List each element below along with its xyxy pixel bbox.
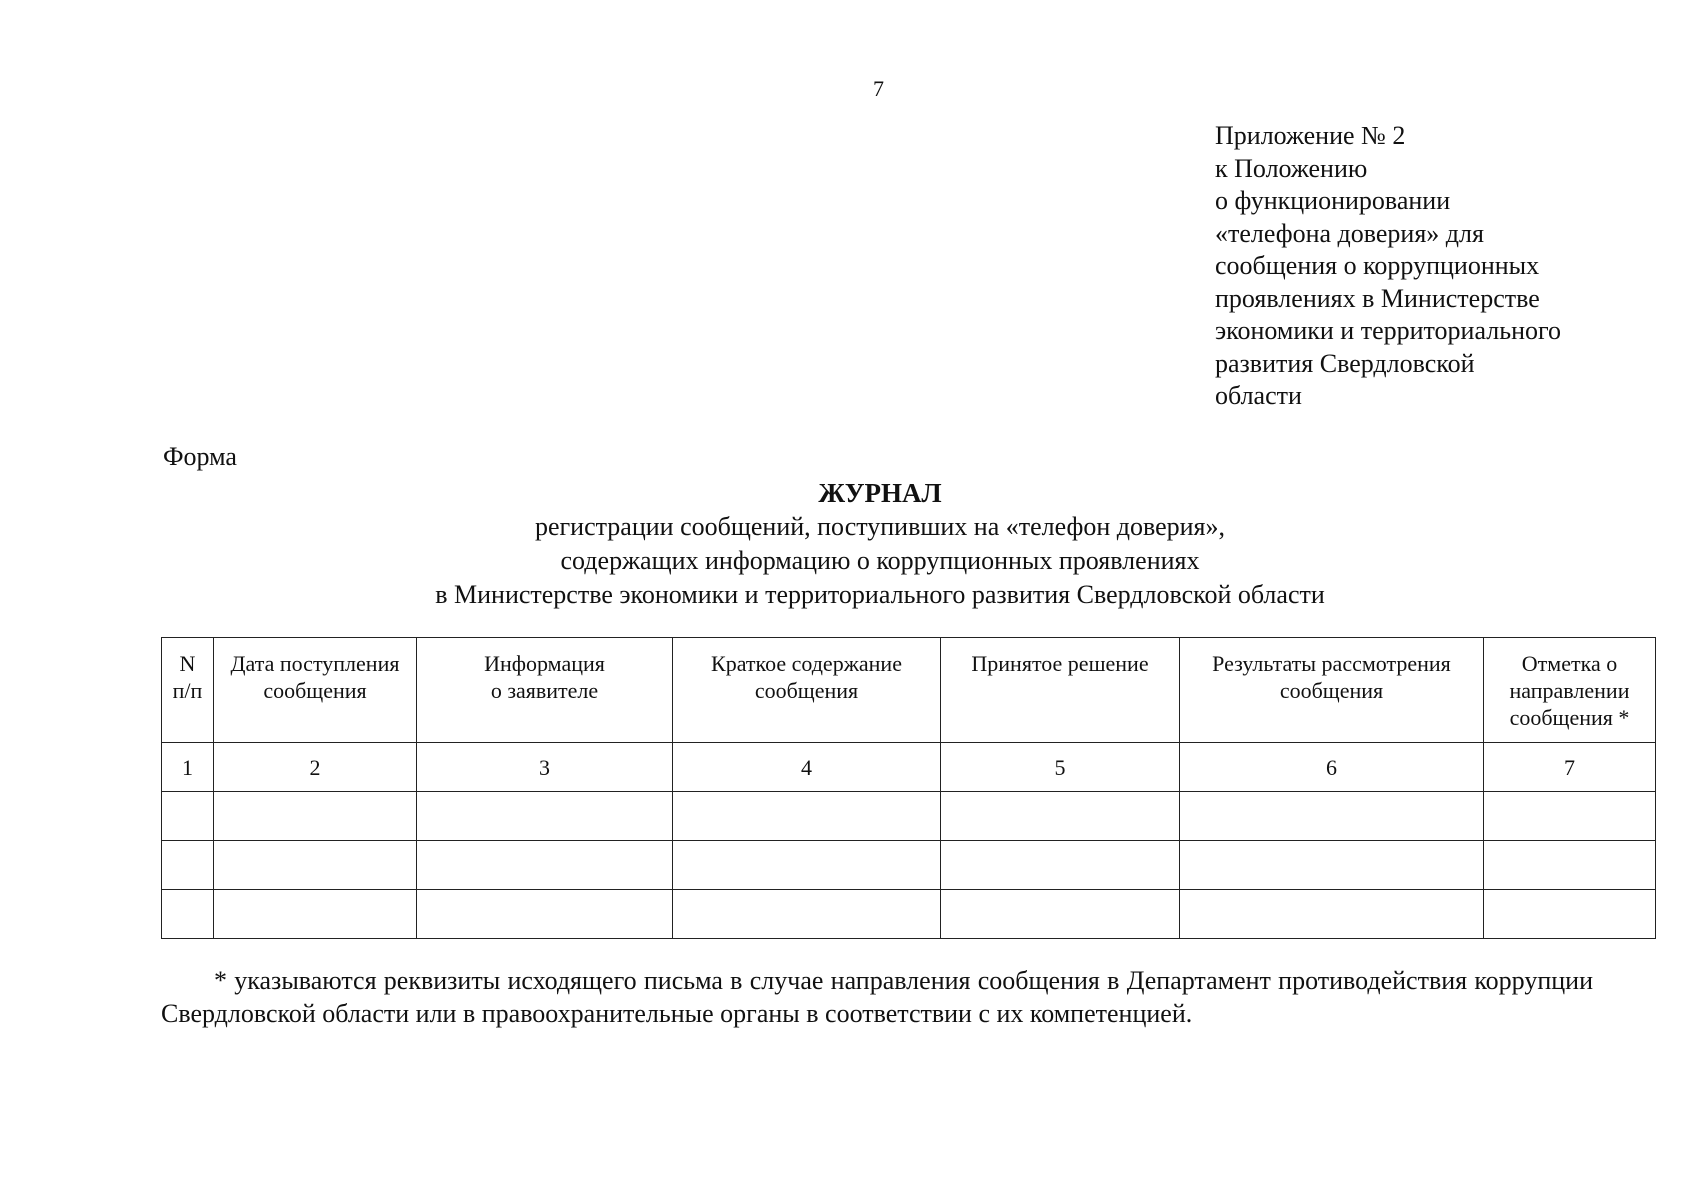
column-number: 3 <box>417 743 673 792</box>
header-cell-referral-mark: Отметка о направлении сообщения * <box>1484 638 1656 743</box>
empty-cell <box>1180 890 1484 939</box>
footnote: * указываются реквизиты исходящего письма в случае направления сообщения в Департамент противодействия коррупции Свердловской области или в правоохранительные органы в соответствии с их компетенцией. <box>161 966 1593 1028</box>
empty-cell <box>1180 841 1484 890</box>
column-number: 4 <box>673 743 941 792</box>
appendix-line: развития Свердловской <box>1215 348 1475 378</box>
empty-cell <box>417 792 673 841</box>
empty-cell <box>1484 890 1656 939</box>
column-number: 6 <box>1180 743 1484 792</box>
table-header-row <box>162 638 1656 743</box>
journal-table <box>161 637 1656 939</box>
empty-cell <box>214 890 417 939</box>
empty-cell <box>941 792 1180 841</box>
empty-cell <box>162 890 214 939</box>
appendix-line: экономики и территориального <box>1215 316 1561 345</box>
table-row <box>162 792 1656 841</box>
appendix-line: области <box>1215 381 1302 410</box>
appendix-line: сообщения о коррупционных <box>1215 251 1540 280</box>
form-label: Форма <box>163 442 237 471</box>
journal-title: ЖУРНАЛ <box>818 478 942 508</box>
empty-cell <box>941 890 1180 939</box>
header-cell-decision: Принятое решение <box>941 638 1180 743</box>
column-number: 1 <box>162 743 214 792</box>
page-number: 7 <box>873 76 884 101</box>
column-number: 7 <box>1484 743 1656 792</box>
header-cell-applicant-info: Информация о заявителе <box>417 638 673 743</box>
header-cell-results: Результаты рассмотрения сообщения <box>1180 638 1484 743</box>
empty-cell <box>1484 792 1656 841</box>
table-row <box>162 841 1656 890</box>
appendix-line: к Положению <box>1215 153 1368 183</box>
appendix-line: Приложение № 2 <box>1215 121 1406 150</box>
header-cell-summary: Краткое содержание сообщения <box>673 638 941 743</box>
empty-cell <box>417 890 673 939</box>
appendix-block <box>1215 120 1561 413</box>
empty-cell <box>214 792 417 841</box>
empty-cell <box>214 841 417 890</box>
header-cell-date: Дата поступления сообщения <box>214 638 417 743</box>
column-number: 5 <box>941 743 1180 792</box>
appendix-line: о функционировании <box>1215 186 1451 215</box>
empty-cell <box>673 792 941 841</box>
journal-subtitle-line-1: регистрации сообщений, поступивших на «телефон доверия», <box>534 512 1226 541</box>
empty-cell <box>417 841 673 890</box>
column-number: 2 <box>214 743 417 792</box>
empty-cell <box>162 792 214 841</box>
empty-cell <box>1484 841 1656 890</box>
header-cell-number: N п/п <box>162 638 214 743</box>
table-row <box>162 890 1656 939</box>
journal-subtitle-line-3: в Министерстве экономики и территориального развития Свердловской области <box>435 580 1325 609</box>
empty-cell <box>673 841 941 890</box>
column-number-row <box>162 743 1656 792</box>
appendix-line: «телефона доверия» для <box>1215 218 1484 248</box>
journal-title-block <box>0 476 1697 612</box>
empty-cell <box>673 890 941 939</box>
appendix-line: проявлениях в Министерстве <box>1215 283 1540 313</box>
empty-cell <box>1180 792 1484 841</box>
journal-subtitle-line-2: содержащих информацию о коррупционных проявлениях <box>560 546 1200 575</box>
empty-cell <box>941 841 1180 890</box>
empty-cell <box>162 841 214 890</box>
